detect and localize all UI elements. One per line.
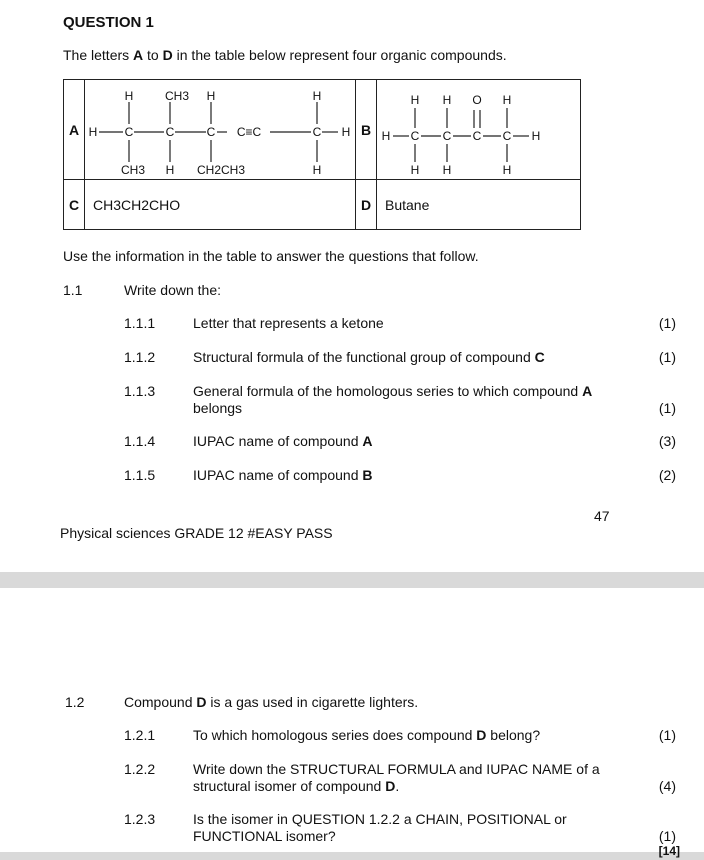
compound-c-formula: CH3CH2CHO — [85, 180, 356, 230]
q1-2-1-marks: (1) — [658, 727, 676, 743]
atom: H — [341, 125, 351, 139]
atom: CH2CH3 — [196, 163, 246, 177]
q1-2-number: 1.2 — [65, 694, 85, 710]
q1-1-3-text: General formula of the homologous series to which compound A — [193, 383, 593, 399]
q1-1-2-number: 1.1.2 — [124, 349, 156, 365]
q1-1-4-text: IUPAC name of compound A — [193, 433, 373, 449]
q1-1-4-number: 1.1.4 — [124, 433, 156, 449]
compound-a-structure — [85, 80, 356, 180]
q1-1-1-marks: (1) — [658, 315, 676, 331]
atom: C — [206, 125, 216, 139]
q1-1-5-text: IUPAC name of compound B — [193, 467, 373, 483]
page-2 — [0, 588, 704, 858]
compound-d-name: Butane — [377, 180, 581, 230]
q1-2-1-number: 1.2.1 — [124, 727, 156, 743]
atom: H — [502, 93, 512, 107]
atom: C — [410, 129, 420, 143]
atom: H — [312, 89, 322, 103]
q1-1-3-number: 1.1.3 — [124, 383, 156, 399]
q1-1-1-text: Letter that represents a ketone — [193, 315, 384, 331]
atom: C — [472, 129, 482, 143]
atom: H — [312, 163, 322, 177]
page-footer: Physical sciences GRADE 12 #EASY PASS — [60, 525, 333, 541]
atom: H — [410, 163, 420, 177]
q1-1-2-text: Structural formula of the functional group of compound C — [193, 349, 545, 365]
atom: C≡C — [236, 125, 262, 139]
atom: H — [206, 89, 216, 103]
q1-1-1-number: 1.1.1 — [124, 315, 156, 331]
page-number: 47 — [594, 508, 610, 524]
q1-1-3-marks: (1) — [658, 400, 676, 416]
atom: H — [88, 125, 98, 139]
question-heading: QUESTION 1 — [63, 14, 154, 31]
q1-1-2-marks: (1) — [658, 349, 676, 365]
atom: H — [442, 93, 452, 107]
q1-2-1-text: To which homologous series does compound D belong? — [193, 727, 541, 743]
q1-2-2-text-line2: structural isomer of compound D. — [193, 778, 400, 794]
atom: H — [410, 93, 420, 107]
q1-1-4-marks: (3) — [658, 433, 676, 449]
q1-1-5-number: 1.1.5 — [124, 467, 156, 483]
atom: H — [165, 163, 175, 177]
q1-2-2-text: Write down the STRUCTURAL FORMULA and IUPAC NAME of a — [193, 761, 600, 777]
structure-b-svg — [377, 80, 577, 179]
atom: C — [165, 125, 175, 139]
q1-2-3-text: Is the isomer in QUESTION 1.2.2 a CHAIN, POSITIONAL or — [193, 811, 567, 827]
atom: CH3 — [120, 163, 146, 177]
q1-2-2-number: 1.2.2 — [124, 761, 156, 777]
q1-2-3-marks: (1) — [658, 828, 676, 844]
label-a: A — [64, 80, 85, 180]
atom: H — [531, 129, 541, 143]
compounds-table — [63, 79, 581, 230]
q1-1-5-marks: (2) — [658, 467, 676, 483]
q1-1-3-text-line2: belongs — [193, 400, 243, 416]
atom: H — [502, 163, 512, 177]
atom: O — [472, 93, 482, 107]
atom: H — [381, 129, 391, 143]
atom: C — [312, 125, 322, 139]
q1-1-text: Write down the: — [124, 282, 222, 298]
structure-a-svg — [85, 80, 355, 179]
q1-2-2-marks: (4) — [658, 778, 676, 794]
atom: C — [124, 125, 134, 139]
q1-2-text: Compound D is a gas used in cigarette lighters. — [124, 694, 419, 710]
atom: C — [502, 129, 512, 143]
q1-2-3-text-line2: FUNCTIONAL isomer? — [193, 828, 336, 844]
label-c: C — [64, 180, 85, 230]
label-d: D — [356, 180, 377, 230]
instruction-text: Use the information in the table to answer the questions that follow. — [63, 248, 479, 264]
intro-text: The letters A to D in the table below represent four organic compounds. — [63, 47, 507, 63]
total-marks: [14] — [658, 844, 680, 858]
atom: H — [442, 163, 452, 177]
compound-b-structure — [377, 80, 581, 180]
atom: C — [442, 129, 452, 143]
label-b: B — [356, 80, 377, 180]
q1-2-3-number: 1.2.3 — [124, 811, 156, 827]
atom: H — [124, 89, 134, 103]
atom: CH3 — [164, 89, 190, 103]
q1-1-number: 1.1 — [63, 282, 83, 298]
